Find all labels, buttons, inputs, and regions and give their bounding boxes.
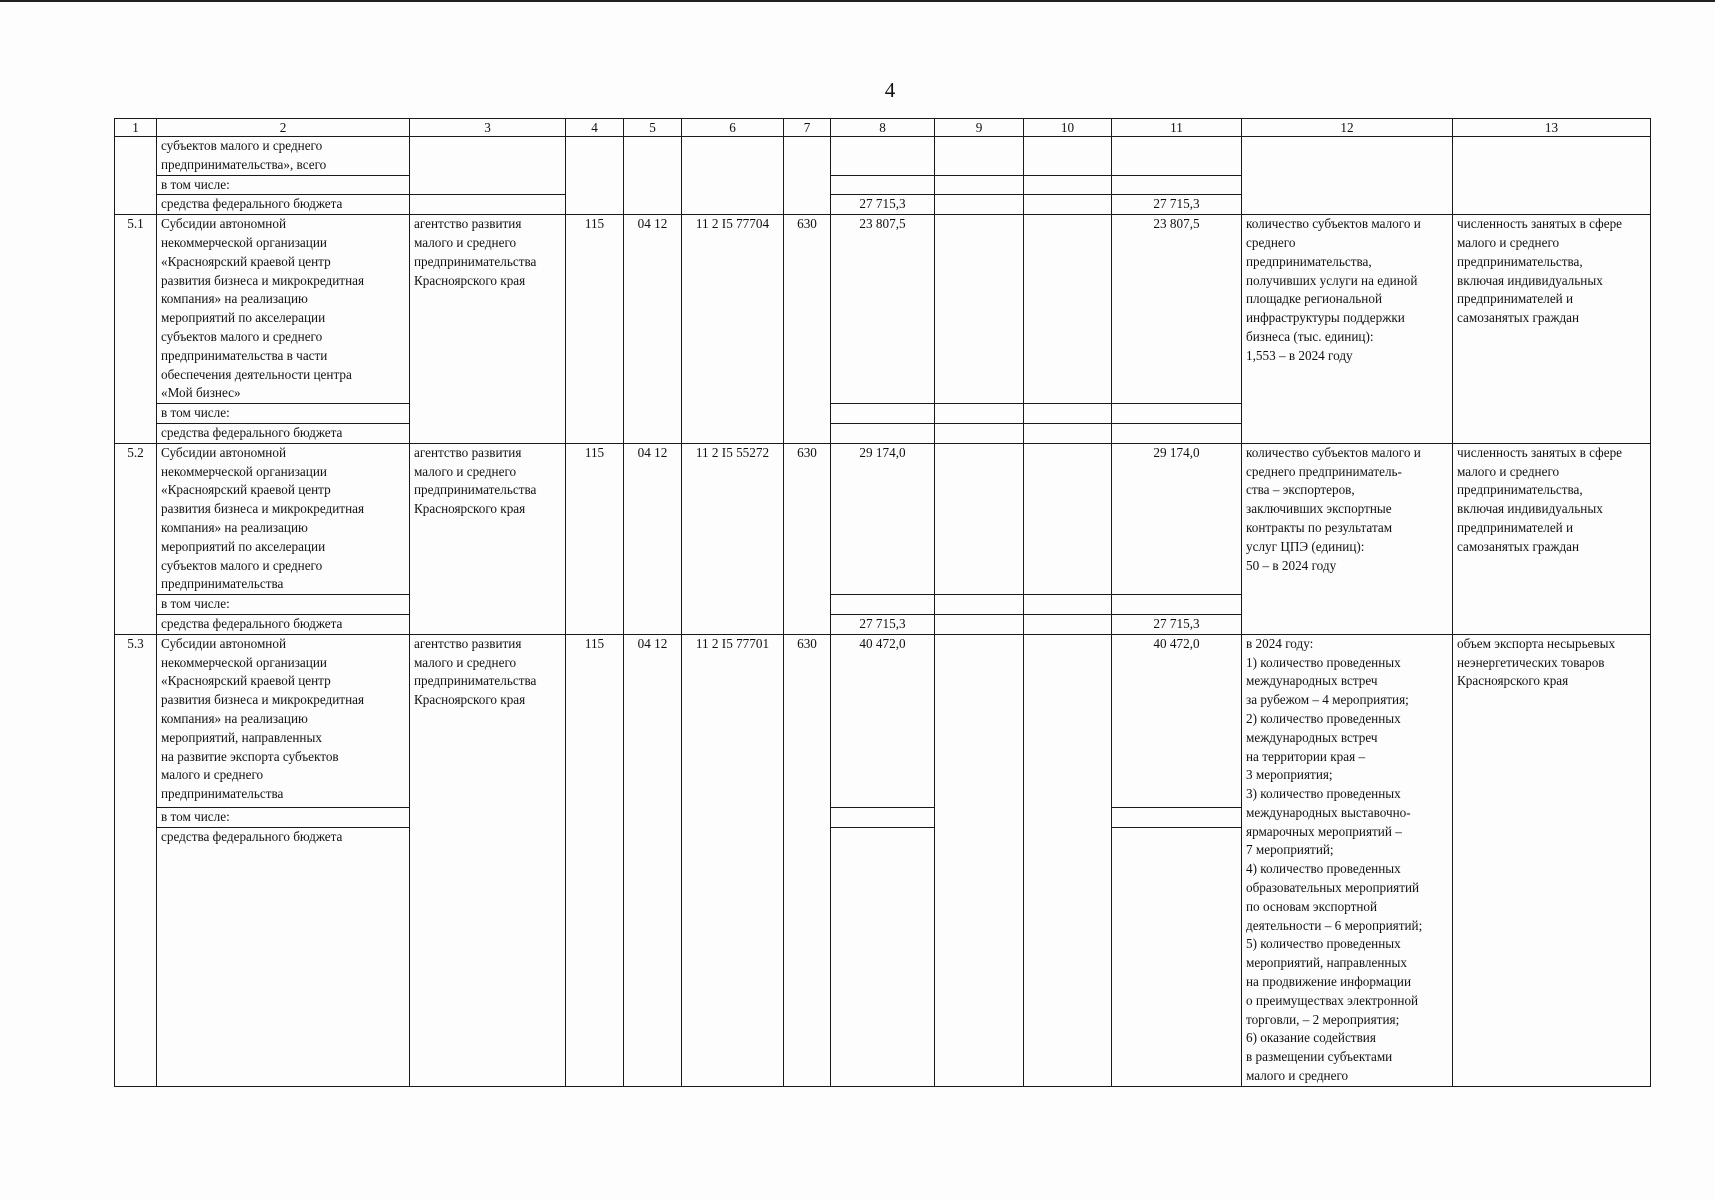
budget-table <box>114 118 1651 1087</box>
row-col11: 29 174,0 <box>1112 443 1242 594</box>
row-col8: 23 807,5 <box>831 215 935 404</box>
page-number: 4 <box>884 78 896 102</box>
federal-label: средства федерального бюджета <box>157 423 410 443</box>
header-cell: 8 <box>831 119 935 137</box>
header-cell: 1 <box>115 119 157 137</box>
row-col5: 04 12 <box>624 443 682 634</box>
row-col6: 11 2 I5 77701 <box>682 634 784 1086</box>
row-col11: 40 472,0 <box>1112 634 1242 807</box>
continuation-row <box>115 137 1651 176</box>
continuation-name: субъектов малого и среднего предпринимательства», всего <box>157 137 410 176</box>
row-agency: агентство развития малого и среднего предпринимательства Красноярского края <box>410 215 566 444</box>
row-col12: количество субъектов малого и среднего предпринимательства, получивших услуги на единой площадке региональной инфраструктуры поддержки бизнеса (тыс. единиц): 1,553 – в 2024 году <box>1242 215 1453 444</box>
federal-col8: 27 715,3 <box>831 614 935 634</box>
federal-label: средства федерального бюджета <box>157 195 410 215</box>
table-row <box>115 634 1651 807</box>
row-col4: 115 <box>566 443 624 634</box>
federal-col11: 27 715,3 <box>1112 195 1242 215</box>
table-row <box>115 215 1651 404</box>
row-col8: 29 174,0 <box>831 443 935 594</box>
federal-col11 <box>1112 423 1242 443</box>
header-cell: 3 <box>410 119 566 137</box>
scan-edge <box>0 0 1715 2</box>
row-col6: 11 2 I5 55272 <box>682 443 784 634</box>
header-cell: 5 <box>624 119 682 137</box>
in-total-label: в том числе: <box>157 808 410 828</box>
header-cell: 9 <box>935 119 1024 137</box>
row-name: Субсидии автономной некоммерческой организации «Красноярский краевой центр развития бизнеса и микрокредитная компания» на реализацию мероприятий, направленных на развитие экспорта субъектов малого и среднего предпринимательства <box>157 634 410 807</box>
header-cell: 13 <box>1453 119 1651 137</box>
row-col7: 630 <box>784 443 831 634</box>
row-col4: 115 <box>566 215 624 444</box>
row-col5: 04 12 <box>624 215 682 444</box>
row-col6: 11 2 I5 77704 <box>682 215 784 444</box>
row-col7: 630 <box>784 215 831 444</box>
header-cell: 2 <box>157 119 410 137</box>
federal-label: средства федерального бюджета <box>157 614 410 634</box>
table-row <box>115 443 1651 594</box>
header-cell: 6 <box>682 119 784 137</box>
row-col12: количество субъектов малого и среднего предприниматель- ства – экспортеров, заключивших экспортные контракты по результатам услуг ЦПЭ (единиц): 50 – в 2024 году <box>1242 443 1453 634</box>
header-cell: 12 <box>1242 119 1453 137</box>
federal-col11 <box>1112 827 1242 1086</box>
federal-col11: 27 715,3 <box>1112 614 1242 634</box>
row-col12: в 2024 году: 1) количество проведенных международных встреч за рубежом – 4 мероприятия; 2) количество проведенных международных встреч на территории края – 3 мероприятия; 3) количество проведенных международных выставочно- ярмарочных мероприятий – 7 мероприятий; 4) количество проведенных образовательных мероприятий по основам экспортной деятельности – 6 мероприятий; 5) количество проведенных мероприятий, направленных на продвижение информации о преимуществах электронной торговли, – 2 мероприятия; 6) оказание содействия в размещении субъектами малого и среднего <box>1242 634 1453 1086</box>
row-col7: 630 <box>784 634 831 1086</box>
header-cell: 10 <box>1024 119 1112 137</box>
in-total-label: в том числе: <box>157 404 410 424</box>
row-number: 5.1 <box>115 215 157 444</box>
row-col13: численность занятых в сфере малого и среднего предпринимательства, включая индивидуальных предпринимателей и самозанятых граждан <box>1453 215 1651 444</box>
row-col13: объем экспорта несырьевых неэнергетических товаров Красноярского края <box>1453 634 1651 1086</box>
row-agency: агентство развития малого и среднего предпринимательства Красноярского края <box>410 634 566 1086</box>
row-col13: численность занятых в сфере малого и среднего предпринимательства, включая индивидуальных предпринимателей и самозанятых граждан <box>1453 443 1651 634</box>
header-cell: 7 <box>784 119 831 137</box>
row-name: Субсидии автономной некоммерческой организации «Красноярский краевой центр развития бизнеса и микрокредитная компания» на реализацию мероприятий по акселерации субъектов малого и среднего предпринимательства в части обеспечения деятельности центра «Мой бизнес» <box>157 215 410 404</box>
row-name: Субсидии автономной некоммерческой организации «Красноярский краевой центр развития бизнеса и микрокредитная компания» на реализацию мероприятий по акселерации субъектов малого и среднего предпринимательства <box>157 443 410 594</box>
federal-col8 <box>831 423 935 443</box>
row-number: 5.3 <box>115 634 157 1086</box>
row-col4: 115 <box>566 634 624 1086</box>
header-cell: 11 <box>1112 119 1242 137</box>
row-col11: 23 807,5 <box>1112 215 1242 404</box>
federal-col8 <box>831 827 935 1086</box>
row-col8: 40 472,0 <box>831 634 935 807</box>
federal-label: средства федерального бюджета <box>157 827 410 1086</box>
row-agency: агентство развития малого и среднего предпринимательства Красноярского края <box>410 443 566 634</box>
row-col5: 04 12 <box>624 634 682 1086</box>
federal-col8: 27 715,3 <box>831 195 935 215</box>
in-total-label: в том числе: <box>157 175 410 195</box>
header-row <box>115 119 1651 137</box>
header-cell: 4 <box>566 119 624 137</box>
in-total-label: в том числе: <box>157 595 410 615</box>
row-number: 5.2 <box>115 443 157 634</box>
